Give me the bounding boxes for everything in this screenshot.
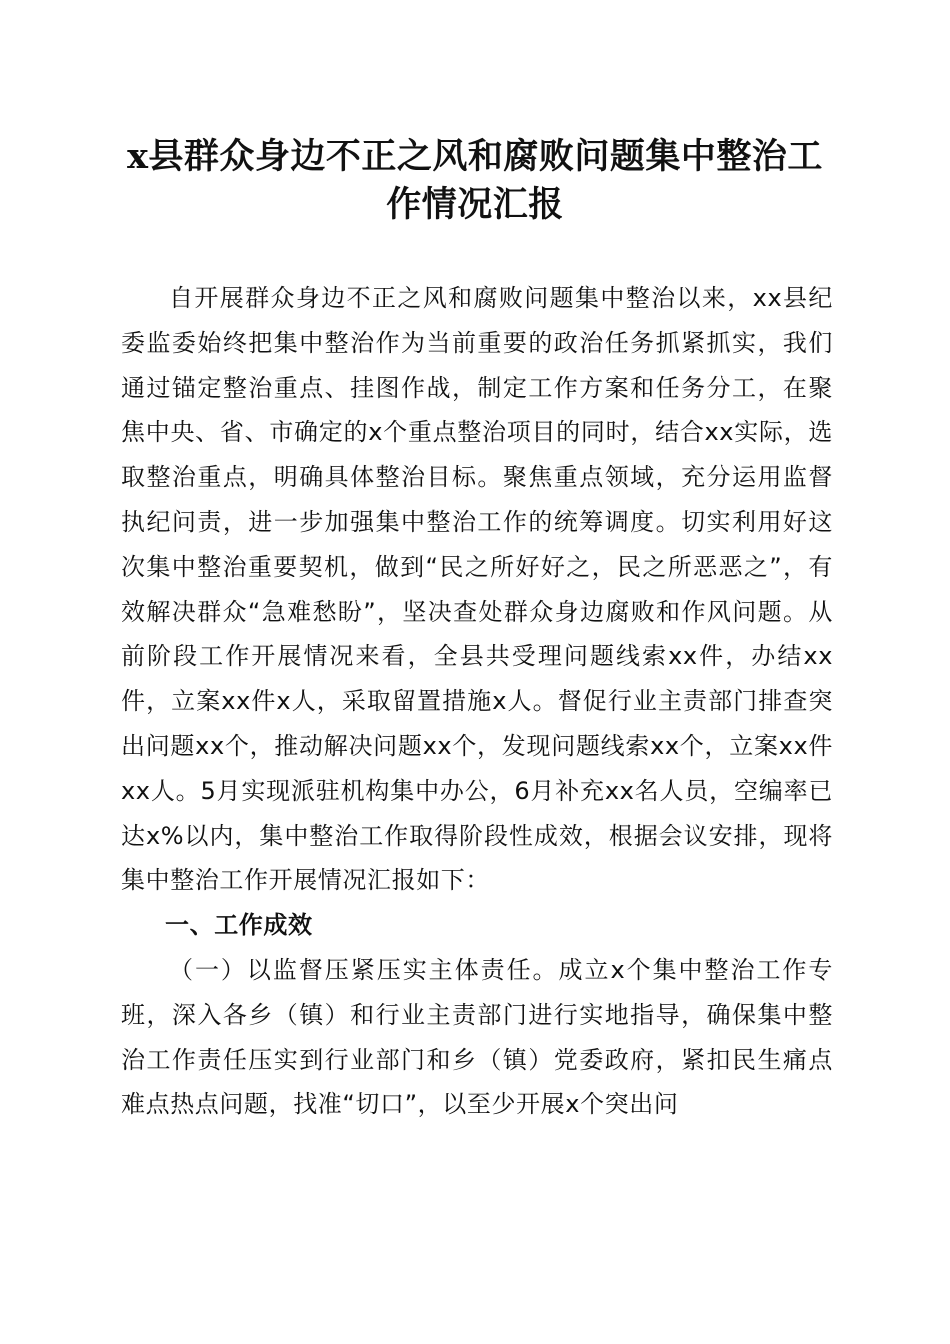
title-line-1: x县群众身边不正之风和腐败问题集中整治工 [127, 136, 823, 177]
document-title [100, 133, 850, 229]
document-body [121, 276, 833, 1127]
subsection-paragraph-1 [121, 948, 833, 1127]
subsection-lead: （一）以监督压紧压实主体责任。 [169, 955, 559, 984]
intro-paragraph: 自开展群众身边不正之风和腐败问题集中整治以来，xx县纪委监委始终把集中整治作为当前重要的政治任务抓紧抓实，我们通过锚定整治重点、挂图作战，制定工作方案和任务分工，在聚焦中央、省、市确定的x个重点整治项目的同时，结合xx实际，选取整治重点，明确具体整治目标。聚焦重点领域，充分运用监督执纪问责，进一步加强集中整治工作的统筹调度。切实利用好这次集中整治重要契机，做到“民之所好好之，民之所恶恶之”，有效解决群众“急难愁盼”，坚决查处群众身边腐败和作风问题。从前阶段工作开展情况来看，全县共受理问题线索xx件，办结xx件，立案xx件x人，采取留置措施x人。督促行业主责部门排查突出问题xx个，推动解决问题xx个，发现问题线索xx个，立案xx件xx人。5月实现派驻机构集中办公，6月补充xx名人员，空编率已达x%以内，集中整治工作取得阶段性成效，根据会议安排，现将集中整治工作开展情况汇报如下： [121, 284, 833, 895]
title-line-2: 作情况汇报 [386, 184, 564, 225]
section-heading-work-results: 一、工作成效 [165, 911, 313, 940]
subsection-text: 成立x个集中整治工作专班，深入各乡（镇）和行业主责部门进行实地指导，确保集中整治工作责任压实到行业部门和乡（镇）党委政府，紧扣民生痛点难点热点问题，找准“切口”，以至少开展x个突出问 [121, 955, 833, 1119]
